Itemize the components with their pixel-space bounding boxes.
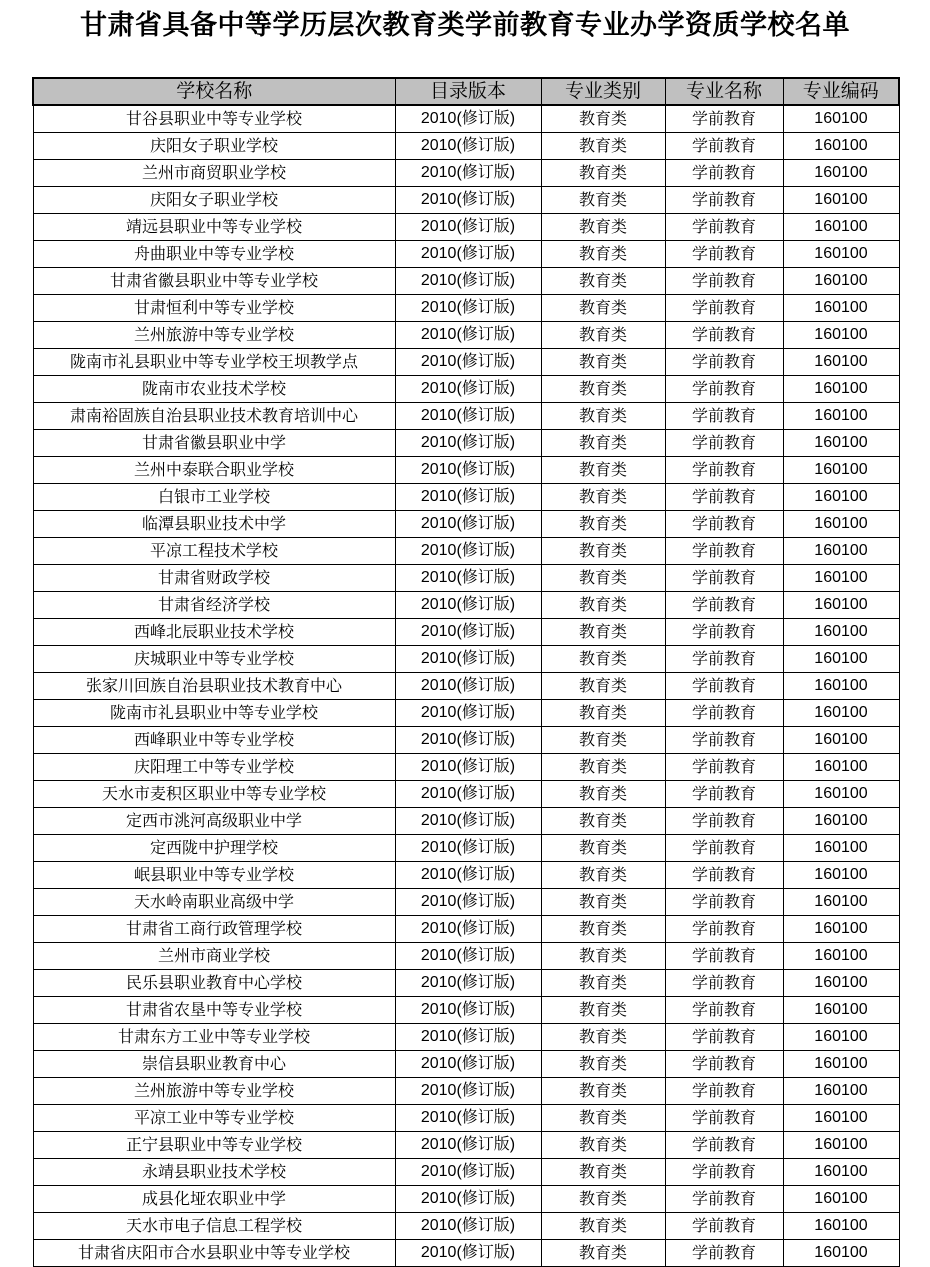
catalog-version-cell: 2010(修订版) xyxy=(395,349,541,376)
major-code-cell: 160100 xyxy=(783,1024,899,1051)
catalog-version-cell: 2010(修订版) xyxy=(395,781,541,808)
major-code-cell: 160100 xyxy=(783,808,899,835)
major-name-cell: 学前教育 xyxy=(665,133,783,160)
major-category-cell: 教育类 xyxy=(541,862,665,889)
school-name-cell: 陇南市礼县职业中等专业学校王坝教学点 xyxy=(33,349,395,376)
school-name-cell: 陇南市礼县职业中等专业学校 xyxy=(33,700,395,727)
major-name-cell: 学前教育 xyxy=(665,808,783,835)
major-name-cell: 学前教育 xyxy=(665,673,783,700)
major-name-cell: 学前教育 xyxy=(665,484,783,511)
major-name-cell: 学前教育 xyxy=(665,862,783,889)
table-row xyxy=(33,754,899,781)
table-row xyxy=(33,592,899,619)
table-row xyxy=(33,430,899,457)
school-name-cell: 平凉工业中等专业学校 xyxy=(33,1105,395,1132)
school-name-cell: 庆城职业中等专业学校 xyxy=(33,646,395,673)
major-category-cell: 教育类 xyxy=(541,1051,665,1078)
major-category-cell: 教育类 xyxy=(541,457,665,484)
major-code-cell: 160100 xyxy=(783,1132,899,1159)
school-name-cell: 民乐县职业教育中心学校 xyxy=(33,970,395,997)
major-category-cell: 教育类 xyxy=(541,322,665,349)
major-name-cell: 学前教育 xyxy=(665,403,783,430)
major-name-cell: 学前教育 xyxy=(665,646,783,673)
catalog-version-cell: 2010(修订版) xyxy=(395,133,541,160)
table-row xyxy=(33,349,899,376)
major-code-cell: 160100 xyxy=(783,430,899,457)
school-name-cell: 定西市洮河高级职业中学 xyxy=(33,808,395,835)
catalog-version-cell: 2010(修订版) xyxy=(395,727,541,754)
catalog-version-cell: 2010(修订版) xyxy=(395,322,541,349)
school-name-cell: 甘肃省财政学校 xyxy=(33,565,395,592)
school-name-cell: 甘肃省农垦中等专业学校 xyxy=(33,997,395,1024)
table-row xyxy=(33,403,899,430)
table-row xyxy=(33,1105,899,1132)
major-code-cell: 160100 xyxy=(783,862,899,889)
major-name-cell: 学前教育 xyxy=(665,916,783,943)
major-name-cell: 学前教育 xyxy=(665,835,783,862)
catalog-version-cell: 2010(修订版) xyxy=(395,1213,541,1240)
table-row xyxy=(33,727,899,754)
table-row xyxy=(33,1051,899,1078)
header-major-code: 专业编码 xyxy=(783,78,899,105)
catalog-version-cell: 2010(修订版) xyxy=(395,1240,541,1267)
table-row xyxy=(33,673,899,700)
school-list-table xyxy=(32,77,900,1267)
major-name-cell: 学前教育 xyxy=(665,1078,783,1105)
major-code-cell: 160100 xyxy=(783,403,899,430)
table-row xyxy=(33,1078,899,1105)
school-name-cell: 甘肃恒利中等专业学校 xyxy=(33,295,395,322)
catalog-version-cell: 2010(修订版) xyxy=(395,889,541,916)
major-name-cell: 学前教育 xyxy=(665,457,783,484)
table-row xyxy=(33,1240,899,1267)
header-major-name: 专业名称 xyxy=(665,78,783,105)
school-name-cell: 张家川回族自治县职业技术教育中心 xyxy=(33,673,395,700)
major-code-cell: 160100 xyxy=(783,160,899,187)
table-row xyxy=(33,268,899,295)
major-code-cell: 160100 xyxy=(783,538,899,565)
school-name-cell: 兰州市商贸职业学校 xyxy=(33,160,395,187)
major-category-cell: 教育类 xyxy=(541,781,665,808)
major-category-cell: 教育类 xyxy=(541,105,665,133)
major-category-cell: 教育类 xyxy=(541,511,665,538)
major-category-cell: 教育类 xyxy=(541,1240,665,1267)
major-name-cell: 学前教育 xyxy=(665,592,783,619)
school-name-cell: 甘肃省经济学校 xyxy=(33,592,395,619)
major-code-cell: 160100 xyxy=(783,105,899,133)
major-code-cell: 160100 xyxy=(783,268,899,295)
major-name-cell: 学前教育 xyxy=(665,1213,783,1240)
school-name-cell: 西峰职业中等专业学校 xyxy=(33,727,395,754)
major-category-cell: 教育类 xyxy=(541,484,665,511)
major-code-cell: 160100 xyxy=(783,646,899,673)
school-name-cell: 肃南裕固族自治县职业技术教育培训中心 xyxy=(33,403,395,430)
major-name-cell: 学前教育 xyxy=(665,727,783,754)
table-row xyxy=(33,187,899,214)
school-name-cell: 兰州中泰联合职业学校 xyxy=(33,457,395,484)
major-code-cell: 160100 xyxy=(783,835,899,862)
major-code-cell: 160100 xyxy=(783,1213,899,1240)
table-body xyxy=(33,105,899,1267)
catalog-version-cell: 2010(修订版) xyxy=(395,619,541,646)
school-name-cell: 庆阳理工中等专业学校 xyxy=(33,754,395,781)
table-row xyxy=(33,376,899,403)
header-school-name: 学校名称 xyxy=(33,78,395,105)
school-name-cell: 天水市麦积区职业中等专业学校 xyxy=(33,781,395,808)
table-row xyxy=(33,241,899,268)
major-code-cell: 160100 xyxy=(783,1240,899,1267)
header-catalog-version: 目录版本 xyxy=(395,78,541,105)
major-name-cell: 学前教育 xyxy=(665,349,783,376)
catalog-version-cell: 2010(修订版) xyxy=(395,457,541,484)
table-row xyxy=(33,943,899,970)
catalog-version-cell: 2010(修订版) xyxy=(395,997,541,1024)
school-name-cell: 天水市电子信息工程学校 xyxy=(33,1213,395,1240)
school-name-cell: 陇南市农业技术学校 xyxy=(33,376,395,403)
catalog-version-cell: 2010(修订版) xyxy=(395,1105,541,1132)
school-name-cell: 甘谷县职业中等专业学校 xyxy=(33,105,395,133)
catalog-version-cell: 2010(修订版) xyxy=(395,214,541,241)
catalog-version-cell: 2010(修订版) xyxy=(395,700,541,727)
major-category-cell: 教育类 xyxy=(541,349,665,376)
major-name-cell: 学前教育 xyxy=(665,160,783,187)
page-title: 甘肃省具备中等学历层次教育类学前教育专业办学资质学校名单 xyxy=(80,10,850,41)
table-row xyxy=(33,997,899,1024)
major-code-cell: 160100 xyxy=(783,187,899,214)
major-category-cell: 教育类 xyxy=(541,241,665,268)
table-row xyxy=(33,1186,899,1213)
table-row xyxy=(33,214,899,241)
major-category-cell: 教育类 xyxy=(541,376,665,403)
school-name-cell: 永靖县职业技术学校 xyxy=(33,1159,395,1186)
major-code-cell: 160100 xyxy=(783,997,899,1024)
major-code-cell: 160100 xyxy=(783,673,899,700)
table-row xyxy=(33,1024,899,1051)
major-code-cell: 160100 xyxy=(783,376,899,403)
school-name-cell: 靖远县职业中等专业学校 xyxy=(33,214,395,241)
major-name-cell: 学前教育 xyxy=(665,943,783,970)
catalog-version-cell: 2010(修订版) xyxy=(395,241,541,268)
major-name-cell: 学前教育 xyxy=(665,430,783,457)
catalog-version-cell: 2010(修订版) xyxy=(395,1132,541,1159)
catalog-version-cell: 2010(修订版) xyxy=(395,160,541,187)
table-row xyxy=(33,295,899,322)
major-category-cell: 教育类 xyxy=(541,592,665,619)
major-code-cell: 160100 xyxy=(783,214,899,241)
major-name-cell: 学前教育 xyxy=(665,322,783,349)
school-name-cell: 兰州旅游中等专业学校 xyxy=(33,1078,395,1105)
major-code-cell: 160100 xyxy=(783,565,899,592)
table-row xyxy=(33,1159,899,1186)
table-row xyxy=(33,133,899,160)
major-name-cell: 学前教育 xyxy=(665,565,783,592)
major-name-cell: 学前教育 xyxy=(665,1186,783,1213)
catalog-version-cell: 2010(修订版) xyxy=(395,484,541,511)
school-name-cell: 崇信县职业教育中心 xyxy=(33,1051,395,1078)
major-code-cell: 160100 xyxy=(783,349,899,376)
catalog-version-cell: 2010(修订版) xyxy=(395,565,541,592)
table-row xyxy=(33,1213,899,1240)
major-category-cell: 教育类 xyxy=(541,997,665,1024)
major-category-cell: 教育类 xyxy=(541,646,665,673)
major-code-cell: 160100 xyxy=(783,943,899,970)
major-category-cell: 教育类 xyxy=(541,160,665,187)
table-row xyxy=(33,160,899,187)
table-row xyxy=(33,511,899,538)
major-category-cell: 教育类 xyxy=(541,970,665,997)
school-name-cell: 甘肃省庆阳市合水县职业中等专业学校 xyxy=(33,1240,395,1267)
major-name-cell: 学前教育 xyxy=(665,1132,783,1159)
major-code-cell: 160100 xyxy=(783,511,899,538)
major-code-cell: 160100 xyxy=(783,592,899,619)
major-category-cell: 教育类 xyxy=(541,214,665,241)
major-name-cell: 学前教育 xyxy=(665,970,783,997)
major-code-cell: 160100 xyxy=(783,295,899,322)
table-row xyxy=(33,457,899,484)
major-category-cell: 教育类 xyxy=(541,133,665,160)
major-category-cell: 教育类 xyxy=(541,889,665,916)
major-category-cell: 教育类 xyxy=(541,1213,665,1240)
header-major-category: 专业类别 xyxy=(541,78,665,105)
major-code-cell: 160100 xyxy=(783,1078,899,1105)
table-row xyxy=(33,862,899,889)
major-code-cell: 160100 xyxy=(783,1051,899,1078)
major-code-cell: 160100 xyxy=(783,619,899,646)
major-name-cell: 学前教育 xyxy=(665,241,783,268)
major-category-cell: 教育类 xyxy=(541,538,665,565)
major-name-cell: 学前教育 xyxy=(665,1159,783,1186)
catalog-version-cell: 2010(修订版) xyxy=(395,970,541,997)
catalog-version-cell: 2010(修订版) xyxy=(395,538,541,565)
school-name-cell: 甘肃省徽县职业中等专业学校 xyxy=(33,268,395,295)
major-name-cell: 学前教育 xyxy=(665,700,783,727)
catalog-version-cell: 2010(修订版) xyxy=(395,1024,541,1051)
table-row xyxy=(33,619,899,646)
catalog-version-cell: 2010(修订版) xyxy=(395,808,541,835)
school-name-cell: 兰州旅游中等专业学校 xyxy=(33,322,395,349)
major-category-cell: 教育类 xyxy=(541,1186,665,1213)
major-name-cell: 学前教育 xyxy=(665,511,783,538)
major-name-cell: 学前教育 xyxy=(665,1024,783,1051)
major-category-cell: 教育类 xyxy=(541,700,665,727)
school-name-cell: 兰州市商业学校 xyxy=(33,943,395,970)
major-category-cell: 教育类 xyxy=(541,430,665,457)
catalog-version-cell: 2010(修订版) xyxy=(395,376,541,403)
school-name-cell: 临潭县职业技术中学 xyxy=(33,511,395,538)
major-category-cell: 教育类 xyxy=(541,187,665,214)
school-name-cell: 岷县职业中等专业学校 xyxy=(33,862,395,889)
major-category-cell: 教育类 xyxy=(541,943,665,970)
catalog-version-cell: 2010(修订版) xyxy=(395,403,541,430)
table-row xyxy=(33,105,899,133)
major-name-cell: 学前教育 xyxy=(665,187,783,214)
table-row xyxy=(33,835,899,862)
major-code-cell: 160100 xyxy=(783,727,899,754)
catalog-version-cell: 2010(修订版) xyxy=(395,1186,541,1213)
major-category-cell: 教育类 xyxy=(541,835,665,862)
major-category-cell: 教育类 xyxy=(541,754,665,781)
catalog-version-cell: 2010(修订版) xyxy=(395,916,541,943)
major-code-cell: 160100 xyxy=(783,457,899,484)
major-code-cell: 160100 xyxy=(783,889,899,916)
catalog-version-cell: 2010(修订版) xyxy=(395,835,541,862)
major-category-cell: 教育类 xyxy=(541,1132,665,1159)
catalog-version-cell: 2010(修订版) xyxy=(395,268,541,295)
school-name-cell: 白银市工业学校 xyxy=(33,484,395,511)
table-row xyxy=(33,646,899,673)
major-code-cell: 160100 xyxy=(783,133,899,160)
major-category-cell: 教育类 xyxy=(541,916,665,943)
school-name-cell: 甘肃省工商行政管理学校 xyxy=(33,916,395,943)
major-category-cell: 教育类 xyxy=(541,1024,665,1051)
major-category-cell: 教育类 xyxy=(541,403,665,430)
major-category-cell: 教育类 xyxy=(541,295,665,322)
catalog-version-cell: 2010(修订版) xyxy=(395,1051,541,1078)
catalog-version-cell: 2010(修订版) xyxy=(395,862,541,889)
catalog-version-cell: 2010(修订版) xyxy=(395,673,541,700)
major-category-cell: 教育类 xyxy=(541,268,665,295)
catalog-version-cell: 2010(修订版) xyxy=(395,943,541,970)
major-name-cell: 学前教育 xyxy=(665,781,783,808)
major-category-cell: 教育类 xyxy=(541,1105,665,1132)
major-name-cell: 学前教育 xyxy=(665,376,783,403)
catalog-version-cell: 2010(修订版) xyxy=(395,511,541,538)
school-name-cell: 天水岭南职业高级中学 xyxy=(33,889,395,916)
catalog-version-cell: 2010(修订版) xyxy=(395,105,541,133)
major-name-cell: 学前教育 xyxy=(665,1105,783,1132)
table-row xyxy=(33,916,899,943)
catalog-version-cell: 2010(修订版) xyxy=(395,295,541,322)
school-name-cell: 西峰北辰职业技术学校 xyxy=(33,619,395,646)
major-name-cell: 学前教育 xyxy=(665,214,783,241)
table-row xyxy=(33,781,899,808)
school-name-cell: 庆阳女子职业学校 xyxy=(33,187,395,214)
major-code-cell: 160100 xyxy=(783,484,899,511)
major-name-cell: 学前教育 xyxy=(665,105,783,133)
major-code-cell: 160100 xyxy=(783,700,899,727)
major-name-cell: 学前教育 xyxy=(665,889,783,916)
major-code-cell: 160100 xyxy=(783,970,899,997)
table-row xyxy=(33,538,899,565)
major-code-cell: 160100 xyxy=(783,1105,899,1132)
school-name-cell: 庆阳女子职业学校 xyxy=(33,133,395,160)
school-name-cell: 甘肃东方工业中等专业学校 xyxy=(33,1024,395,1051)
major-code-cell: 160100 xyxy=(783,1159,899,1186)
catalog-version-cell: 2010(修订版) xyxy=(395,1159,541,1186)
table-row xyxy=(33,970,899,997)
major-name-cell: 学前教育 xyxy=(665,1051,783,1078)
major-category-cell: 教育类 xyxy=(541,619,665,646)
table-row xyxy=(33,565,899,592)
school-name-cell: 定西陇中护理学校 xyxy=(33,835,395,862)
major-category-cell: 教育类 xyxy=(541,727,665,754)
table-row xyxy=(33,889,899,916)
catalog-version-cell: 2010(修订版) xyxy=(395,646,541,673)
major-name-cell: 学前教育 xyxy=(665,538,783,565)
school-name-cell: 舟曲职业中等专业学校 xyxy=(33,241,395,268)
catalog-version-cell: 2010(修订版) xyxy=(395,1078,541,1105)
major-code-cell: 160100 xyxy=(783,781,899,808)
major-name-cell: 学前教育 xyxy=(665,268,783,295)
table-row xyxy=(33,484,899,511)
major-category-cell: 教育类 xyxy=(541,808,665,835)
major-name-cell: 学前教育 xyxy=(665,754,783,781)
major-name-cell: 学前教育 xyxy=(665,997,783,1024)
major-name-cell: 学前教育 xyxy=(665,295,783,322)
catalog-version-cell: 2010(修订版) xyxy=(395,430,541,457)
catalog-version-cell: 2010(修订版) xyxy=(395,187,541,214)
school-name-cell: 成县化垭农职业中学 xyxy=(33,1186,395,1213)
major-category-cell: 教育类 xyxy=(541,565,665,592)
catalog-version-cell: 2010(修订版) xyxy=(395,754,541,781)
table-row xyxy=(33,322,899,349)
major-category-cell: 教育类 xyxy=(541,1159,665,1186)
school-name-cell: 甘肃省徽县职业中学 xyxy=(33,430,395,457)
major-name-cell: 学前教育 xyxy=(665,619,783,646)
major-code-cell: 160100 xyxy=(783,322,899,349)
major-name-cell: 学前教育 xyxy=(665,1240,783,1267)
major-code-cell: 160100 xyxy=(783,241,899,268)
table-row xyxy=(33,808,899,835)
school-name-cell: 平凉工程技术学校 xyxy=(33,538,395,565)
major-category-cell: 教育类 xyxy=(541,673,665,700)
catalog-version-cell: 2010(修订版) xyxy=(395,592,541,619)
major-code-cell: 160100 xyxy=(783,1186,899,1213)
school-name-cell: 正宁县职业中等专业学校 xyxy=(33,1132,395,1159)
major-code-cell: 160100 xyxy=(783,916,899,943)
table-row xyxy=(33,700,899,727)
table-header-row xyxy=(33,78,899,105)
major-category-cell: 教育类 xyxy=(541,1078,665,1105)
table-row xyxy=(33,1132,899,1159)
major-code-cell: 160100 xyxy=(783,754,899,781)
